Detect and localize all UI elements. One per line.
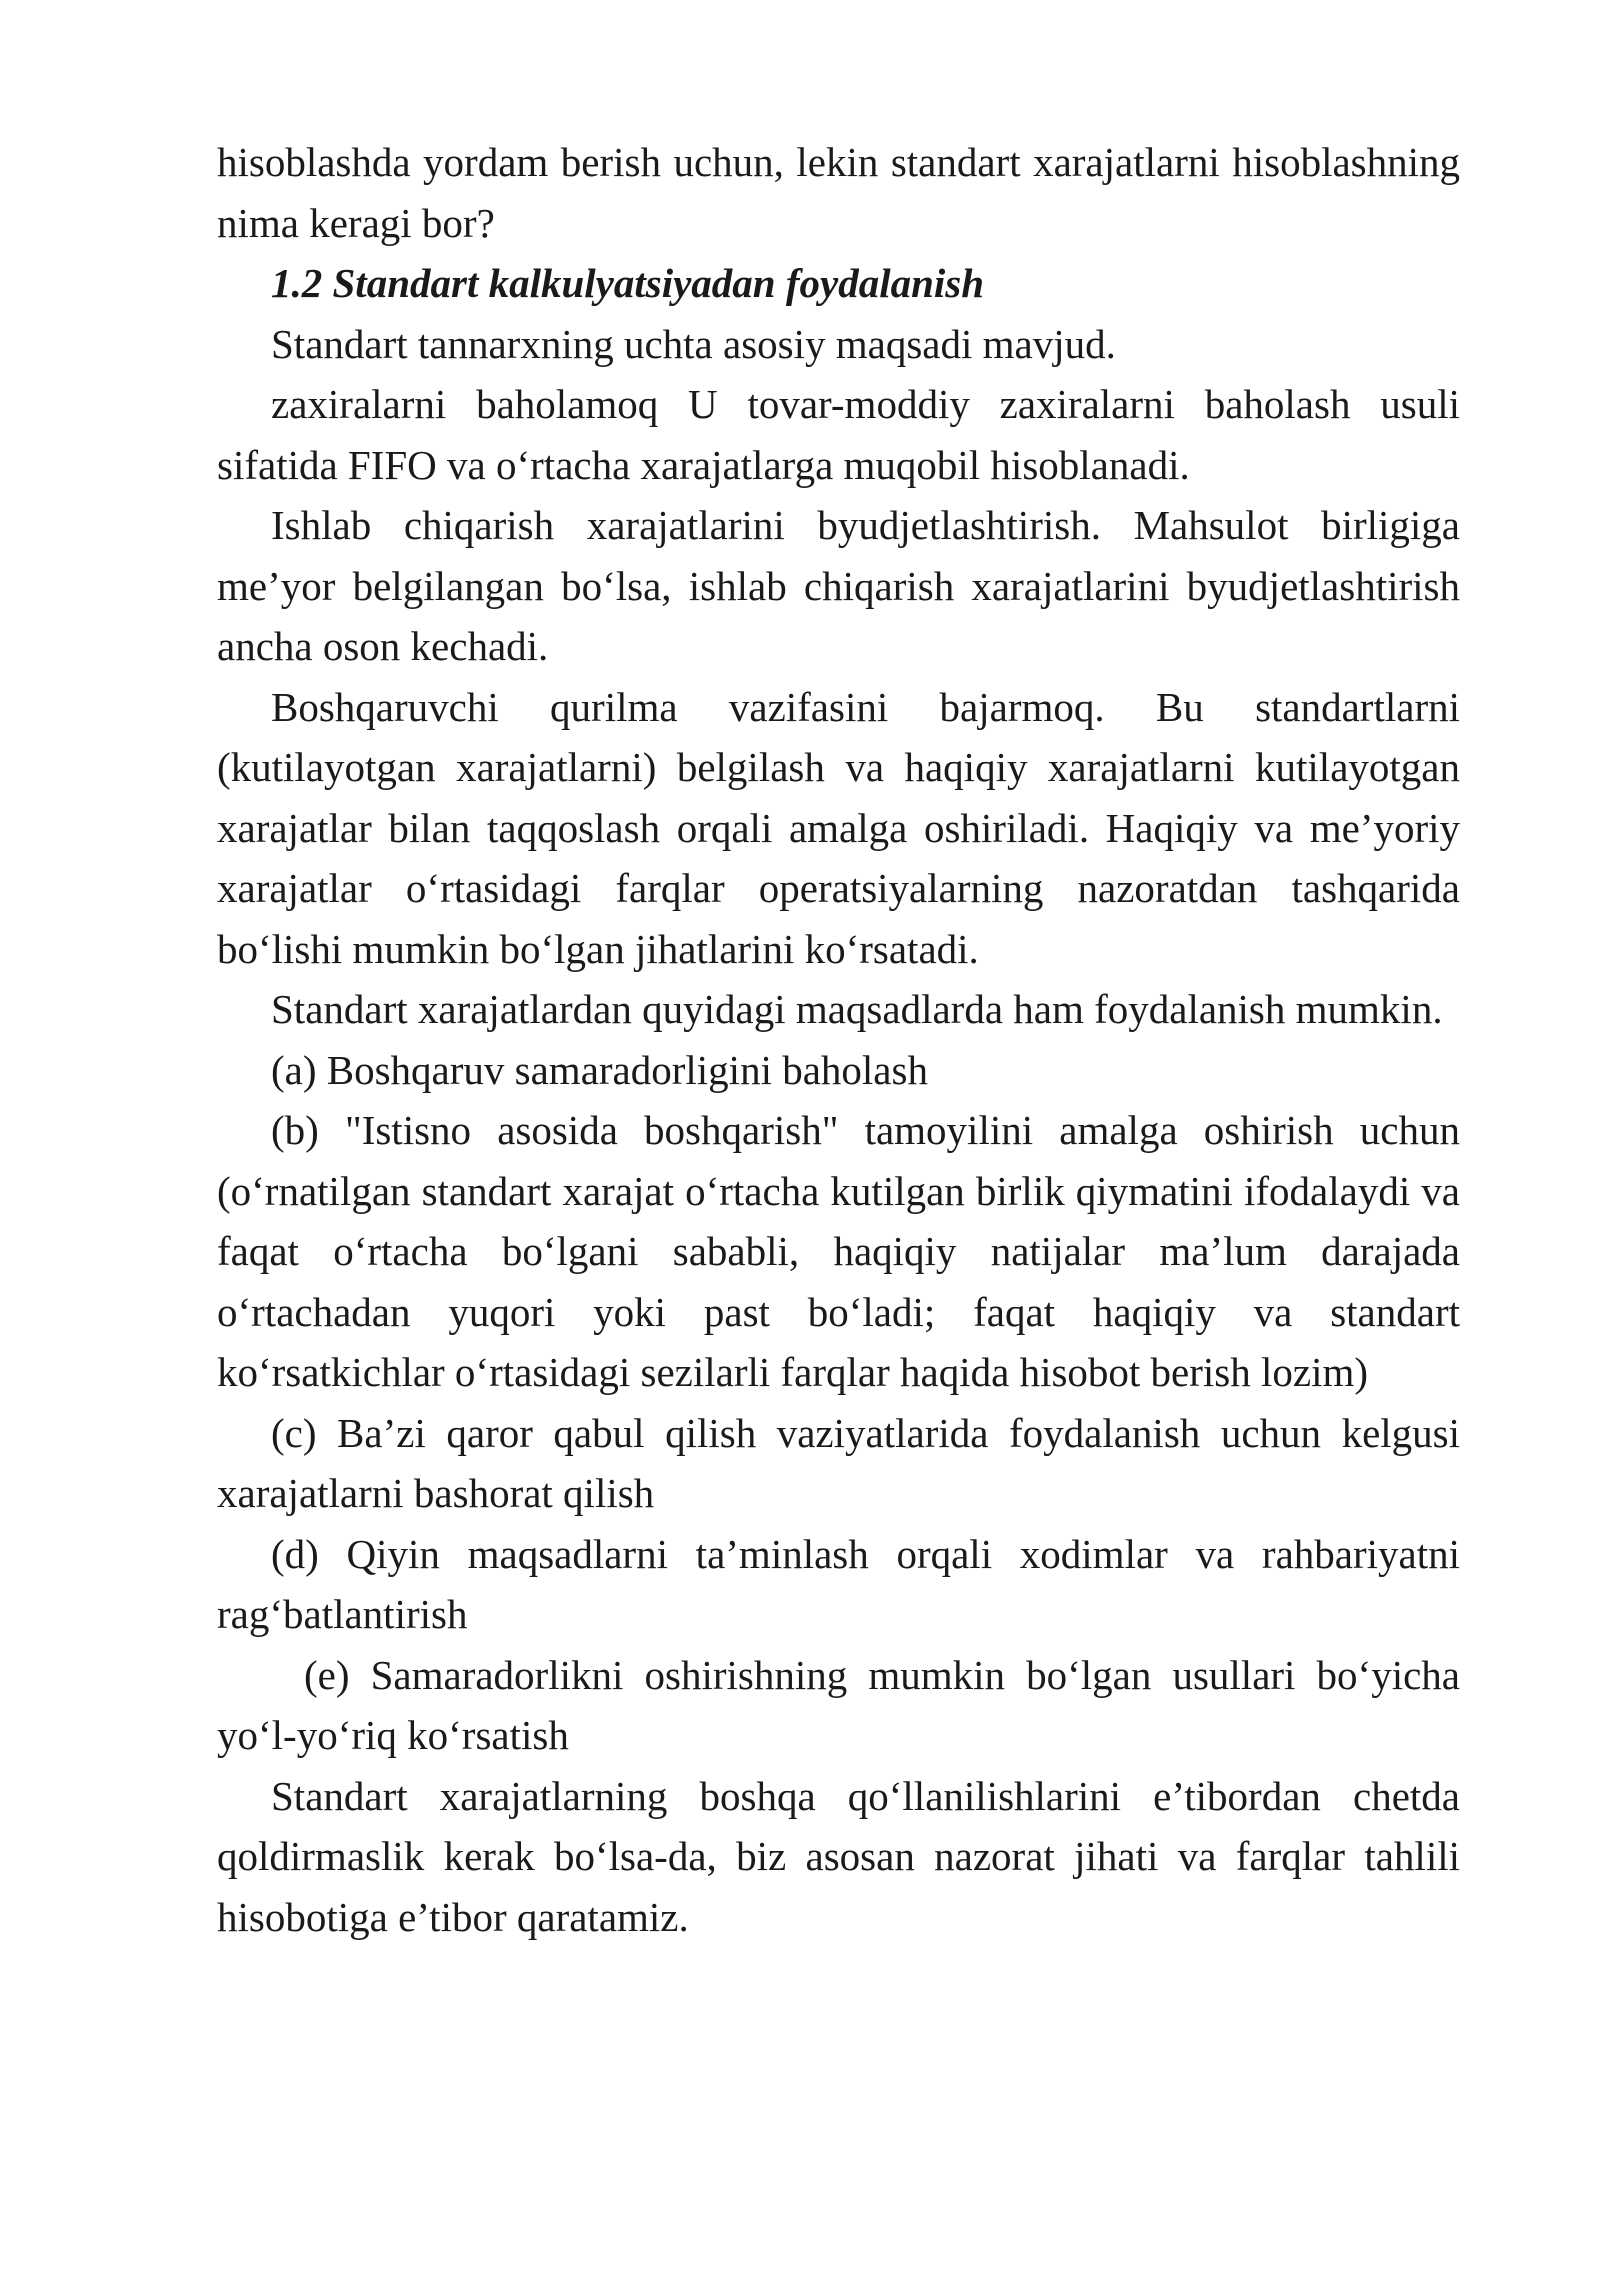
list-item-b: (b) "Istisno asosida boshqarish" tamoyilini amalga oshirish uchun (o‘rnatilgan standart xarajat o‘rtacha kutilgan birlik qiymatini ifodalaydi va faqat o‘rtacha bo‘lgani sababli, haqiqiy natijalar ma’lum darajada o‘rtachadan yuqori yoki past bo‘ladi; faqat haqiqiy va standart ko‘rsatkichlar o‘rtasidagi sezilarli farqlar haqida hisobot berish lozim) <box>217 1107 1460 1395</box>
paragraph-budgeting: Ishlab chiqarish xarajatlarini byudjetlashtirish. Mahsulot birligiga me’yor belgilangan bo‘lsa, ishlab chiqarish xarajatlarini byudjetlashtirish ancha oson kechadi. <box>217 502 1460 669</box>
paragraph-control: Boshqaruvchi qurilma vazifasini bajarmoq. Bu standartlarni (kutilayotgan xarajatlarni) belgilash va haqiqiy xarajatlarni kutilayotgan xarajatlar bilan taqqoslash orqali amalga oshiriladi. Haqiqiy va me’yoriy xarajatlar o‘rtasidagi farqlar operatsiyalarning nazoratdan tashqarida bo‘lishi mumkin bo‘lgan jihatlarini ko‘rsatadi. <box>217 683 1460 972</box>
document-page <box>217 132 1460 1947</box>
list-item-e: (e) Samaradorlikni oshirishning mumkin bo‘lgan usullari bo‘yicha yo‘l-yo‘riq ko‘rsatish <box>217 1651 1460 1758</box>
section-heading: 1.2 Standart kalkulyatsiyadan foydalanish <box>271 260 985 306</box>
closing-paragraph: Standart xarajatlarning boshqa qo‘llanilishlarini e’tibordan chetda qoldirmaslik kerak bo‘lsa-da, biz asosan nazorat jihati va farqlar tahlili hisobotiga e’tibor qaratamiz. <box>217 1772 1460 1940</box>
list-item-c: (c) Ba’zi qaror qabul qilish vaziyatlarida foydalanish uchun kelgusi xarajatlarni bashorat qilish <box>217 1409 1460 1516</box>
continuation-paragraph: hisoblashda yordam berish uchun, lekin standart xarajatlarni hisoblashning nima keragi bor? <box>217 139 1460 246</box>
list-item-a: (a) Boshqaruv samaradorligini baholash <box>271 1046 928 1093</box>
list-item-d: (d) Qiyin maqsadlarni ta’minlash orqali xodimlar va rahbariyatni rag‘batlantirish <box>217 1530 1460 1637</box>
paragraph-inventory-valuation: zaxiralarni baholamoq U tovar-moddiy zaxiralarni baholash usuli sifatida FIFO va o‘rtacha xarajatlarga muqobil hisoblanadi. <box>217 381 1460 488</box>
paragraph-other-uses: Standart xarajatlardan quyidagi maqsadlarda ham foydalanish mumkin. <box>271 986 1443 1032</box>
paragraph-intro: Standart tannarxning uchta asosiy maqsadi mavjud. <box>271 320 1116 367</box>
